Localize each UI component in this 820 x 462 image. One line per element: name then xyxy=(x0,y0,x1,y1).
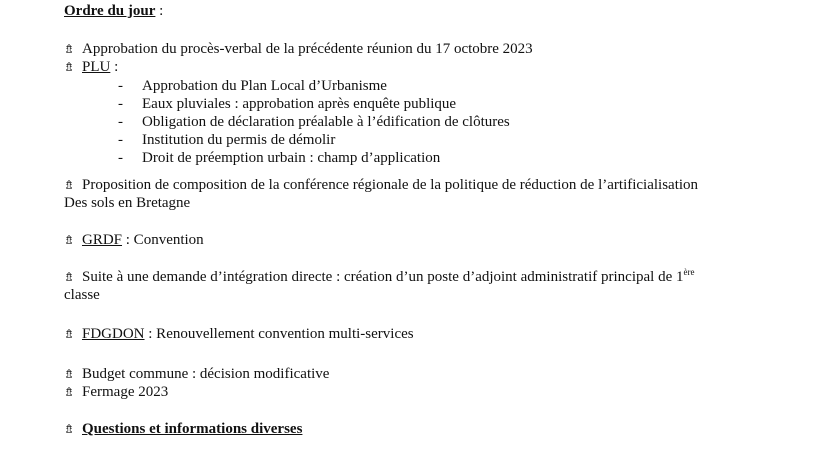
agenda-heading-label: Ordre du jour xyxy=(64,3,156,19)
agenda-item-approbation xyxy=(64,40,533,58)
plu-subitem-text: Droit de préemption urbain : champ d’application xyxy=(142,150,441,166)
agenda-item-proposition xyxy=(64,176,698,194)
plu-subitem xyxy=(118,77,387,95)
arrow-bullet-icon: ⇯ xyxy=(64,233,75,247)
agenda-heading-suffix: : xyxy=(155,3,164,19)
arrow-bullet-icon: ⇯ xyxy=(64,270,75,284)
fdgdon-label: FDGDON xyxy=(82,326,145,342)
plu-subitem xyxy=(118,95,456,113)
plu-subitem-text: Institution du permis de démolir xyxy=(142,132,336,148)
agenda-item-text: Suite à une demande d’intégration directe : création d’un poste d’adjoint administratif principal de 1 xyxy=(82,269,684,285)
plu-subitem xyxy=(118,113,510,131)
plu-subitem xyxy=(118,149,440,167)
dash-bullet: - xyxy=(118,78,123,94)
questions-label: Questions et informations diverses xyxy=(82,421,303,437)
agenda-item-grdf xyxy=(64,231,204,249)
agenda-item-suite-cont xyxy=(64,286,100,304)
arrow-bullet-icon: ⇯ xyxy=(64,422,75,436)
agenda-item-plu xyxy=(64,58,118,76)
agenda-item-text: classe xyxy=(64,287,100,303)
plu-subitem-text: Obligation de déclaration préalable à l’édification de clôtures xyxy=(142,114,510,130)
agenda-item-fermage xyxy=(64,383,168,401)
grdf-suffix: : Convention xyxy=(122,232,204,248)
fdgdon-suffix: : Renouvellement convention multi-services xyxy=(144,326,414,342)
agenda-item-proposition-cont xyxy=(64,194,190,212)
arrow-bullet-icon: ⇯ xyxy=(64,385,75,399)
dash-bullet: - xyxy=(118,96,123,112)
agenda-item-text: Des sols en Bretagne xyxy=(64,195,191,211)
ordinal-superscript: ère xyxy=(683,267,695,277)
agenda-item-text: Fermage 2023 xyxy=(82,384,169,400)
dash-bullet: - xyxy=(118,150,123,166)
plu-subitem-text: Approbation du Plan Local d’Urbanisme xyxy=(142,78,387,94)
agenda-item-text: Approbation du procès-verbal de la précédente réunion du 17 octobre 2023 xyxy=(82,41,533,57)
arrow-bullet-icon: ⇯ xyxy=(64,327,75,341)
agenda-item-fdgdon xyxy=(64,325,414,343)
arrow-bullet-icon: ⇯ xyxy=(64,178,75,192)
agenda-item-questions xyxy=(64,420,302,438)
plu-subitem xyxy=(118,131,335,149)
plu-subitem-text: Eaux pluviales : approbation après enquête publique xyxy=(142,96,457,112)
arrow-bullet-icon: ⇯ xyxy=(64,60,75,74)
plu-label: PLU xyxy=(82,59,111,75)
agenda-item-suite xyxy=(64,268,694,286)
plu-suffix: : xyxy=(110,59,119,75)
arrow-bullet-icon: ⇯ xyxy=(64,42,75,56)
dash-bullet: - xyxy=(118,114,123,130)
grdf-label: GRDF xyxy=(82,232,123,248)
agenda-item-text: Budget commune : décision modificative xyxy=(82,366,330,382)
agenda-item-budget xyxy=(64,365,329,383)
arrow-bullet-icon: ⇯ xyxy=(64,367,75,381)
dash-bullet: - xyxy=(118,132,123,148)
agenda-heading xyxy=(64,2,163,20)
agenda-item-text: Proposition de composition de la conférence régionale de la politique de réduction de l’artificialisation xyxy=(82,177,699,193)
